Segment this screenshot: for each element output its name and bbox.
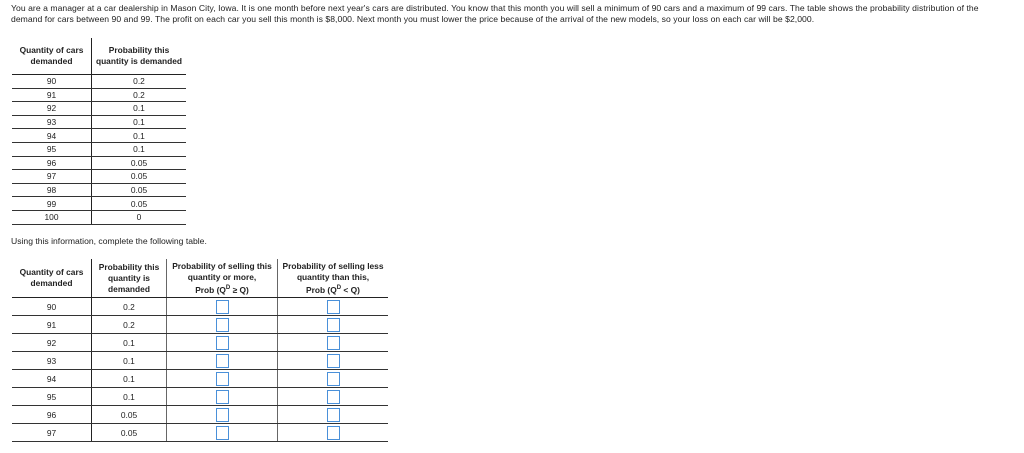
prob-ge-input[interactable] (216, 426, 229, 440)
prob-ge-cell (167, 298, 278, 316)
quantity-cell: 100 (12, 210, 92, 224)
prob-lt-cell (278, 424, 389, 442)
probability-cell: 0 (92, 210, 187, 224)
table-row (12, 170, 186, 184)
table-row (12, 156, 186, 170)
prob-lt-cell (278, 316, 389, 334)
prob-ge-input[interactable] (216, 318, 229, 332)
prob-ge-input[interactable] (216, 390, 229, 404)
probability-cell: 0.1 (92, 370, 167, 388)
prob-ge-cell (167, 424, 278, 442)
header-prob-ge (167, 259, 278, 298)
prob-ge-cell (167, 388, 278, 406)
probability-cell: 0.05 (92, 424, 167, 442)
prob-lt-input[interactable] (327, 336, 340, 350)
quantity-cell: 90 (12, 298, 92, 316)
header-quantity: Quantity of cars demanded (12, 38, 92, 75)
quantity-cell: 96 (12, 156, 92, 170)
answer-table (12, 259, 388, 442)
prob-lt-cell (278, 406, 389, 424)
problem-statement: You are a manager at a car dealership in Mason City, Iowa. It is one month before next year's cars are distributed. You know that this month you will sell a minimum of 90 cars and a maximum of 99 cars. The table shows the probability distribution of the demand for cars between 90 and 99. The profit on each car you sell this month is $8,000. Next month you must lower the price because of the arrival of the new models, so your loss on each car will be $2,000. (11, 3, 979, 24)
probability-cell: 0.1 (92, 129, 187, 143)
quantity-cell: 90 (12, 75, 92, 89)
table-row (12, 424, 388, 442)
prob-ge-cell (167, 370, 278, 388)
table-row (12, 183, 186, 197)
table-row (12, 88, 186, 102)
probability-cell: 0.1 (92, 142, 187, 156)
prob-lt-cell (278, 334, 389, 352)
table-row (12, 129, 186, 143)
table-row (12, 102, 186, 116)
probability-cell: 0.2 (92, 75, 187, 89)
prob-ge-input[interactable] (216, 354, 229, 368)
probability-cell: 0.1 (92, 102, 187, 116)
header-prob-lt (278, 259, 389, 298)
prob-lt-formula: Prob $(Q^D < Q)$ (306, 284, 360, 295)
prob-lt-input[interactable] (327, 408, 340, 422)
prob-ge-cell (167, 316, 278, 334)
quantity-cell: 94 (12, 129, 92, 143)
quantity-cell: 93 (12, 352, 92, 370)
header-prob-ge-text: Probability of selling this quantity or more, (172, 260, 272, 282)
table-row (12, 298, 388, 316)
probability-cell: 0.05 (92, 406, 167, 424)
prob-lt-input[interactable] (327, 372, 340, 386)
quantity-cell: 96 (12, 406, 92, 424)
prob-lt-cell (278, 298, 389, 316)
probability-cell: 0.2 (92, 298, 167, 316)
header-probability: Probability this quantity is demanded (92, 38, 187, 75)
prob-lt-input[interactable] (327, 300, 340, 314)
prob-lt-cell (278, 388, 389, 406)
quantity-cell: 92 (12, 102, 92, 116)
probability-cell: 0.1 (92, 334, 167, 352)
header-probability: Probability this quantity is demanded (92, 259, 167, 298)
quantity-cell: 95 (12, 388, 92, 406)
table-row (12, 388, 388, 406)
prob-ge-input[interactable] (216, 408, 229, 422)
table-row (12, 370, 388, 388)
probability-cell: 0.1 (92, 388, 167, 406)
table-row (12, 75, 186, 89)
prob-ge-cell (167, 334, 278, 352)
table-row (12, 334, 388, 352)
prob-ge-cell (167, 352, 278, 370)
header-quantity: Quantity of cars demanded (12, 259, 92, 298)
probability-cell: 0.1 (92, 352, 167, 370)
table-row (12, 406, 388, 424)
quantity-cell: 94 (12, 370, 92, 388)
quantity-cell: 97 (12, 170, 92, 184)
prob-lt-cell (278, 352, 389, 370)
table-row (12, 316, 388, 334)
quantity-cell: 92 (12, 334, 92, 352)
prob-lt-input[interactable] (327, 354, 340, 368)
quantity-cell: 95 (12, 142, 92, 156)
prob-ge-input[interactable] (216, 336, 229, 350)
table-row (12, 115, 186, 129)
probability-cell: 0.2 (92, 88, 187, 102)
probability-cell: 0.2 (92, 316, 167, 334)
prob-ge-input[interactable] (216, 372, 229, 386)
prob-ge-input[interactable] (216, 300, 229, 314)
header-prob-lt-text: Probability of selling less quantity than this, (282, 260, 384, 282)
probability-cell: 0.05 (92, 197, 187, 211)
quantity-cell: 93 (12, 115, 92, 129)
probability-cell: 0.05 (92, 170, 187, 184)
probability-cell: 0.05 (92, 156, 187, 170)
table-row (12, 142, 186, 156)
prob-lt-input[interactable] (327, 318, 340, 332)
quantity-cell: 98 (12, 183, 92, 197)
prob-lt-cell (278, 370, 389, 388)
table-row (12, 352, 388, 370)
table-row (12, 197, 186, 211)
probability-cell: 0.05 (92, 183, 187, 197)
prob-lt-input[interactable] (327, 426, 340, 440)
probability-cell: 0.1 (92, 115, 187, 129)
quantity-cell: 91 (12, 316, 92, 334)
prob-ge-formula: Prob $(Q^D \ge Q)$ (195, 284, 249, 295)
quantity-cell: 97 (12, 424, 92, 442)
quantity-cell: 91 (12, 88, 92, 102)
demand-distribution-table (12, 38, 186, 225)
quantity-cell: 99 (12, 197, 92, 211)
prob-lt-input[interactable] (327, 390, 340, 404)
table-row (12, 210, 186, 224)
instruction-text: Using this information, complete the following table. (11, 236, 207, 246)
prob-ge-cell (167, 406, 278, 424)
